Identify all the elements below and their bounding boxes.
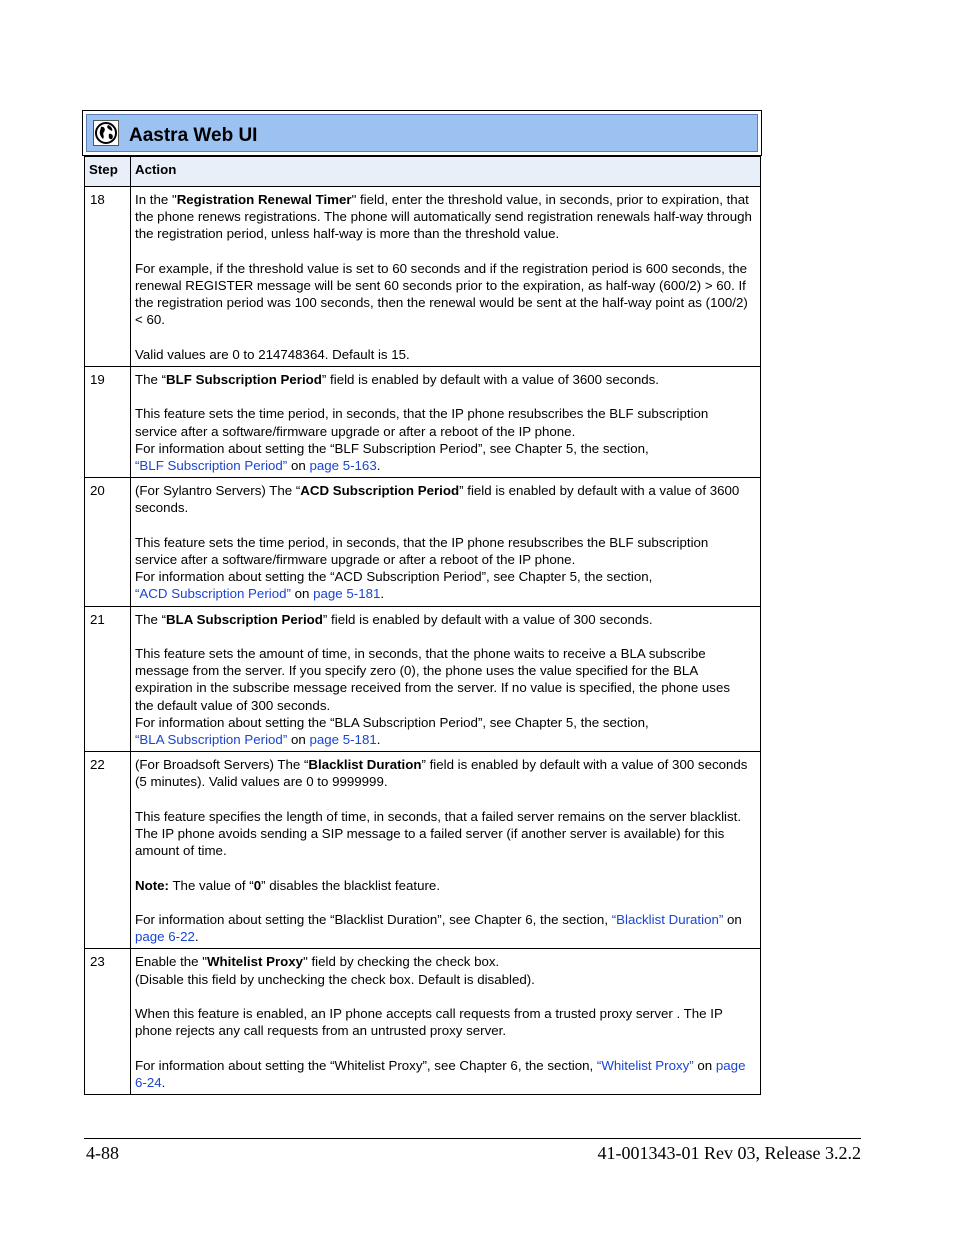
bold-text: BLF Subscription Period <box>166 372 322 387</box>
paragraph-spacer <box>135 517 752 534</box>
paragraph-spacer <box>135 859 752 876</box>
cross-reference-link[interactable]: “BLA Subscription Period” <box>135 732 288 748</box>
step-number: 20 <box>85 478 131 606</box>
text-segment: For information about setting the “Whitelist Proxy”, see Chapter 6, the section, <box>135 1057 597 1073</box>
bold-text: 0 <box>253 877 262 893</box>
cross-reference-link[interactable]: “Whitelist Proxy” <box>596 1057 694 1073</box>
step-action <box>131 187 761 367</box>
text-segment: For information about setting the “Blacklist Duration”, see Chapter 6, the section, <box>135 912 612 927</box>
globe-icon <box>93 120 119 146</box>
action-paragraph <box>135 482 752 516</box>
text-segment: (Disable this field by unchecking the check box. Default is disabled). <box>135 971 535 987</box>
cross-reference-link[interactable]: “BLF Subscription Period” <box>135 458 288 473</box>
steps-table <box>84 156 761 1095</box>
text-segment: For information about setting the “BLA Subscription Period”, see Chapter 5, the section, <box>135 714 649 730</box>
text-segment: The “ <box>135 372 167 387</box>
action-paragraph <box>135 611 752 628</box>
paragraph-spacer <box>135 628 752 645</box>
text-segment: on <box>287 458 310 473</box>
text-segment: " field, enter the threshold value, in seconds, prior to expiration, that the phone renews registrations. The phone will automatically send registration renewals half-way through the registration period, unless half-way is more than the threshold value. <box>135 192 752 242</box>
bold-text: Whitelist Proxy <box>207 954 304 970</box>
text-segment: For example, if the threshold value is set to 60 seconds and if the registration period is 600 seconds, the renewal REGISTER message will be sent 60 seconds prior to the expiration, as half-way (600/2) > 60. If the registration period was 100 seconds, then the renewal would be sent at the half-way point as (100/2) < 60. <box>135 260 748 328</box>
action-column-header: Action <box>131 157 761 187</box>
text-segment: This feature sets the amount of time, in seconds, that the phone waits to receive a BLA subscribe message from the server. If you specify zero (0), the phone uses the value specified for the BLA expiration in the subscribe message received from the server. If no value is specified, the phone uses the default value of 300 seconds. <box>135 646 730 713</box>
text-segment: Enable the " <box>135 954 207 970</box>
banner-bar <box>86 114 758 152</box>
action-paragraph <box>135 534 752 568</box>
cross-reference-link[interactable]: “Blacklist Duration” <box>611 912 724 927</box>
text-segment: " field by checking the check box. <box>303 954 500 970</box>
text-segment: . <box>194 929 199 945</box>
action-paragraph <box>135 440 752 474</box>
cross-reference-link[interactable]: page 6-22 <box>135 929 195 945</box>
document-id: 41-001343-01 Rev 03, Release 3.2.2 <box>597 1143 861 1163</box>
paragraph-spacer <box>135 791 752 808</box>
action-paragraph <box>135 568 752 602</box>
text-segment: This feature specifies the length of time, in seconds, that a failed server remains on the server blacklist. The IP phone avoids sending a SIP message to a failed server (if another server is available) for this amount of time. <box>135 808 742 859</box>
table-header-row <box>85 157 761 187</box>
footer-divider <box>84 1138 861 1139</box>
page-number: 4-88 <box>86 1143 119 1163</box>
action-paragraph <box>135 808 752 860</box>
bold-text: Note: <box>135 877 169 893</box>
cross-reference-link[interactable]: page 5-181 <box>309 732 377 748</box>
text-segment: This feature sets the time period, in seconds, that the IP phone resubscribes the BLF subscription service after a software/firmware upgrade or after a reboot of the IP phone. <box>135 534 709 567</box>
action-paragraph <box>135 191 752 243</box>
text-segment: In the " <box>135 192 177 207</box>
text-segment: For information about setting the “ACD Subscription Period”, see Chapter 5, the section, <box>135 569 653 585</box>
text-segment: on <box>287 732 310 748</box>
paragraph-spacer <box>135 388 752 405</box>
action-paragraph <box>135 405 752 439</box>
text-segment: ” field is enabled by default with a value of 3600 seconds. <box>135 483 740 516</box>
text-segment: For information about setting the “BLF Subscription Period”, see Chapter 5, the section, <box>135 440 649 456</box>
text-segment: (For Broadsoft Servers) The “ <box>135 757 309 773</box>
cross-reference-link[interactable]: page 5-163 <box>309 458 377 473</box>
action-paragraph <box>135 645 752 714</box>
step-number: 19 <box>85 367 131 478</box>
step-action <box>131 752 761 949</box>
text-segment: When this feature is enabled, an IP phone accepts call requests from a trusted proxy server . The IP phone rejects any call requests from an untrusted proxy server. <box>135 1006 723 1039</box>
paragraph-spacer <box>135 329 752 346</box>
step-column-header: Step <box>85 157 131 187</box>
text-segment: (For Sylantro Servers) The “ <box>135 483 301 499</box>
text-segment: Valid values are 0 to 214748364. Default is 15. <box>135 346 410 362</box>
step-action <box>131 367 761 478</box>
table-row <box>85 187 761 367</box>
banner <box>82 110 762 156</box>
table-row <box>85 949 761 1095</box>
action-paragraph <box>135 1057 752 1091</box>
cross-reference-link[interactable]: page 6-24 <box>135 1057 746 1090</box>
action-paragraph <box>135 346 752 363</box>
step-action <box>131 606 761 752</box>
text-segment: ” disables the blacklist feature. <box>261 877 441 893</box>
table-row <box>85 752 761 949</box>
text-segment: ” field is enabled by default with a value of 300 seconds. <box>322 611 653 627</box>
action-paragraph <box>135 911 752 945</box>
text-segment: on <box>693 1057 716 1073</box>
text-segment: The “ <box>135 611 167 627</box>
step-number: 23 <box>85 949 131 1095</box>
text-segment: The value of “ <box>168 877 254 893</box>
text-segment: ” field is enabled by default with a value of 300 seconds (5 minutes). Valid values are 0 to 9999999. <box>135 757 748 790</box>
bold-text: Blacklist Duration <box>308 757 422 773</box>
text-segment: . <box>380 586 385 602</box>
table-row <box>85 478 761 606</box>
step-number: 22 <box>85 752 131 949</box>
paragraph-spacer <box>135 894 752 911</box>
table-row <box>85 367 761 478</box>
action-paragraph <box>135 371 752 388</box>
text-segment: This feature sets the time period, in seconds, that the IP phone resubscribes the BLF subscription service after a software/firmware upgrade or after a reboot of the IP phone. <box>135 406 709 439</box>
table-row <box>85 606 761 752</box>
bold-text: BLA Subscription Period <box>166 611 323 627</box>
text-segment: . <box>376 732 381 748</box>
cross-reference-link[interactable]: page 5-181 <box>313 586 381 602</box>
step-number: 21 <box>85 606 131 752</box>
bold-text: Registration Renewal Timer <box>176 192 352 207</box>
action-paragraph <box>135 714 752 748</box>
step-action <box>131 949 761 1095</box>
text-segment: on <box>723 912 742 927</box>
step-action <box>131 478 761 606</box>
text-segment: . <box>161 1074 166 1090</box>
cross-reference-link[interactable]: “ACD Subscription Period” <box>135 586 291 602</box>
banner-title: Aastra Web UI <box>129 125 258 146</box>
action-paragraph <box>135 971 752 988</box>
text-segment: . <box>376 458 381 473</box>
action-paragraph <box>135 1005 752 1039</box>
text-segment: on <box>290 586 314 602</box>
action-paragraph <box>135 260 752 329</box>
paragraph-spacer <box>135 1039 752 1056</box>
action-paragraph <box>135 756 752 790</box>
text-segment: ” field is enabled by default with a value of 3600 seconds. <box>321 372 659 387</box>
bold-text: ACD Subscription Period <box>300 483 460 499</box>
paragraph-spacer <box>135 988 752 1005</box>
step-number: 18 <box>85 187 131 367</box>
paragraph-spacer <box>135 243 752 260</box>
action-paragraph <box>135 877 752 894</box>
action-paragraph <box>135 953 752 970</box>
